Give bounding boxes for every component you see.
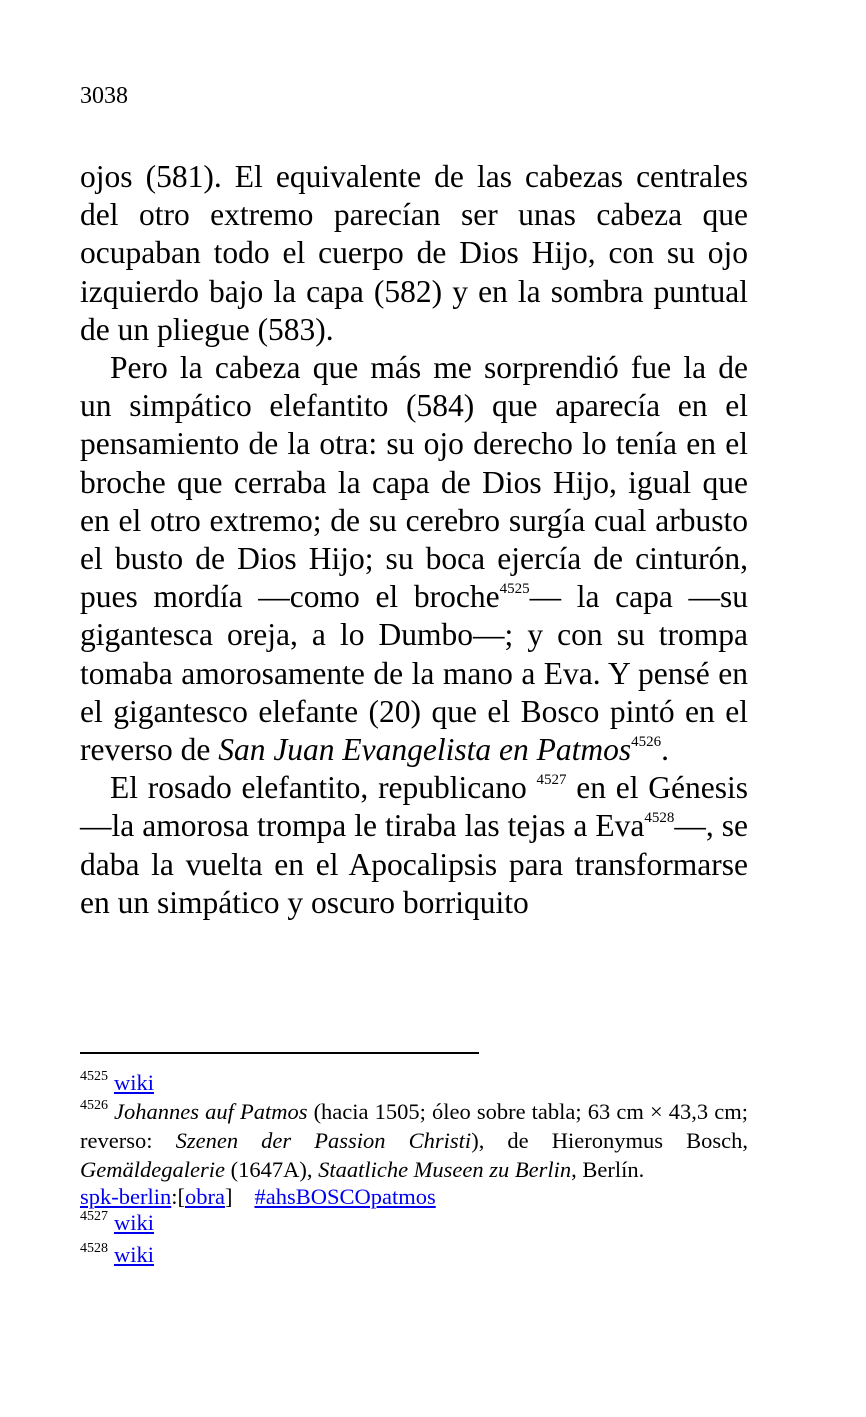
wiki-link[interactable]: wiki xyxy=(114,1210,155,1235)
paragraph-3-text-c: —, se daba la vuelta en el Apocalipsis para transformarse en un simpático y oscuro borriquito xyxy=(80,808,749,920)
footnote-4526-links xyxy=(80,1184,748,1210)
footnote-4527 xyxy=(80,1210,748,1236)
footnote-4528 xyxy=(80,1240,748,1269)
paragraph-2-text-a: Pero la cabeza que más me sorprendió fue la de un simpático elefantito (584) que aparecía en el pensamiento de la otra: su ojo derecho lo tenía en el broche que cerraba la capa de Dios Hijo, igual que en el otro extremo; de su cerebro surgía cual arbusto el busto de Dios Hijo; su boca ejercía de cinturón, pues mordía —como el broche xyxy=(80,350,748,615)
footnote-text: (1647A), xyxy=(224,1157,319,1182)
footnote-museum: Gemäldegalerie xyxy=(80,1157,225,1182)
footnote-divider xyxy=(80,1052,479,1054)
spk-berlin-link[interactable]: spk-berlin xyxy=(80,1184,172,1209)
wiki-link[interactable]: wiki xyxy=(114,1242,155,1267)
footnote-ref-4528[interactable]: 4528 xyxy=(644,810,675,827)
page-number: 3038 xyxy=(80,83,128,109)
footnotes xyxy=(80,1068,748,1269)
artwork-title: San Juan Evangelista en Patmos xyxy=(218,732,632,768)
footnote-artwork-title: Johannes auf Patmos xyxy=(114,1099,308,1124)
hashtag-link[interactable]: #ahsBOSCOpatmos xyxy=(254,1184,436,1209)
link-separator: :[ xyxy=(171,1184,185,1209)
footnote-institution: Staatliche Museen zu Berlin xyxy=(318,1157,572,1182)
main-text xyxy=(80,158,748,922)
obra-link[interactable]: obra xyxy=(184,1184,225,1209)
paragraph-2 xyxy=(80,349,748,769)
footnote-ref-4527[interactable]: 4527 xyxy=(536,772,567,789)
paragraph-3 xyxy=(80,769,748,922)
footnote-4526 xyxy=(80,1097,748,1184)
paragraph-1: ojos (581). El equivalente de las cabezas centrales del otro extremo parecían ser unas cabeza que ocupaban todo el cuerpo de Dios Hijo, con su ojo izquierdo bajo la capa (582) y en la sombra puntual de un pliegue (583). xyxy=(80,159,748,347)
footnote-number: 4526 xyxy=(80,1098,108,1113)
footnote-text: , Berlín. xyxy=(571,1157,645,1182)
link-separator: ] xyxy=(224,1184,233,1209)
footnote-number: 4525 xyxy=(80,1069,108,1084)
footnote-number: 4528 xyxy=(80,1241,108,1256)
footnote-text: ), de Hieronymus Bosch, xyxy=(471,1128,749,1153)
paragraph-3-text-b: en el Génesis —la amorosa trompa le tiraba las tejas a Eva xyxy=(80,770,749,844)
footnote-text: (hacia 1505; óleo sobre tabla; 63 cm × 43,3 cm; reverso: xyxy=(80,1099,748,1153)
paragraph-2-text-c: . xyxy=(661,732,669,768)
footnote-number: 4527 xyxy=(80,1209,108,1224)
paragraph-2-text-b: — la capa —su gigantesca oreja, a lo Dumbo—; y con su trompa tomaba amorosamente de la mano a Eva. Y pensé en el gigantesco elefante (20) que el Bosco pintó en el reverso de xyxy=(80,579,748,768)
footnote-4525 xyxy=(80,1068,748,1097)
footnote-reverse-title: Szenen der Passion Christi xyxy=(175,1128,472,1153)
footnote-ref-4526[interactable]: 4526 xyxy=(631,734,662,751)
wiki-link[interactable]: wiki xyxy=(114,1070,155,1095)
footnote-ref-4525[interactable]: 4525 xyxy=(499,581,530,598)
paragraph-3-text-a: El rosado elefantito, republicano xyxy=(110,770,527,806)
